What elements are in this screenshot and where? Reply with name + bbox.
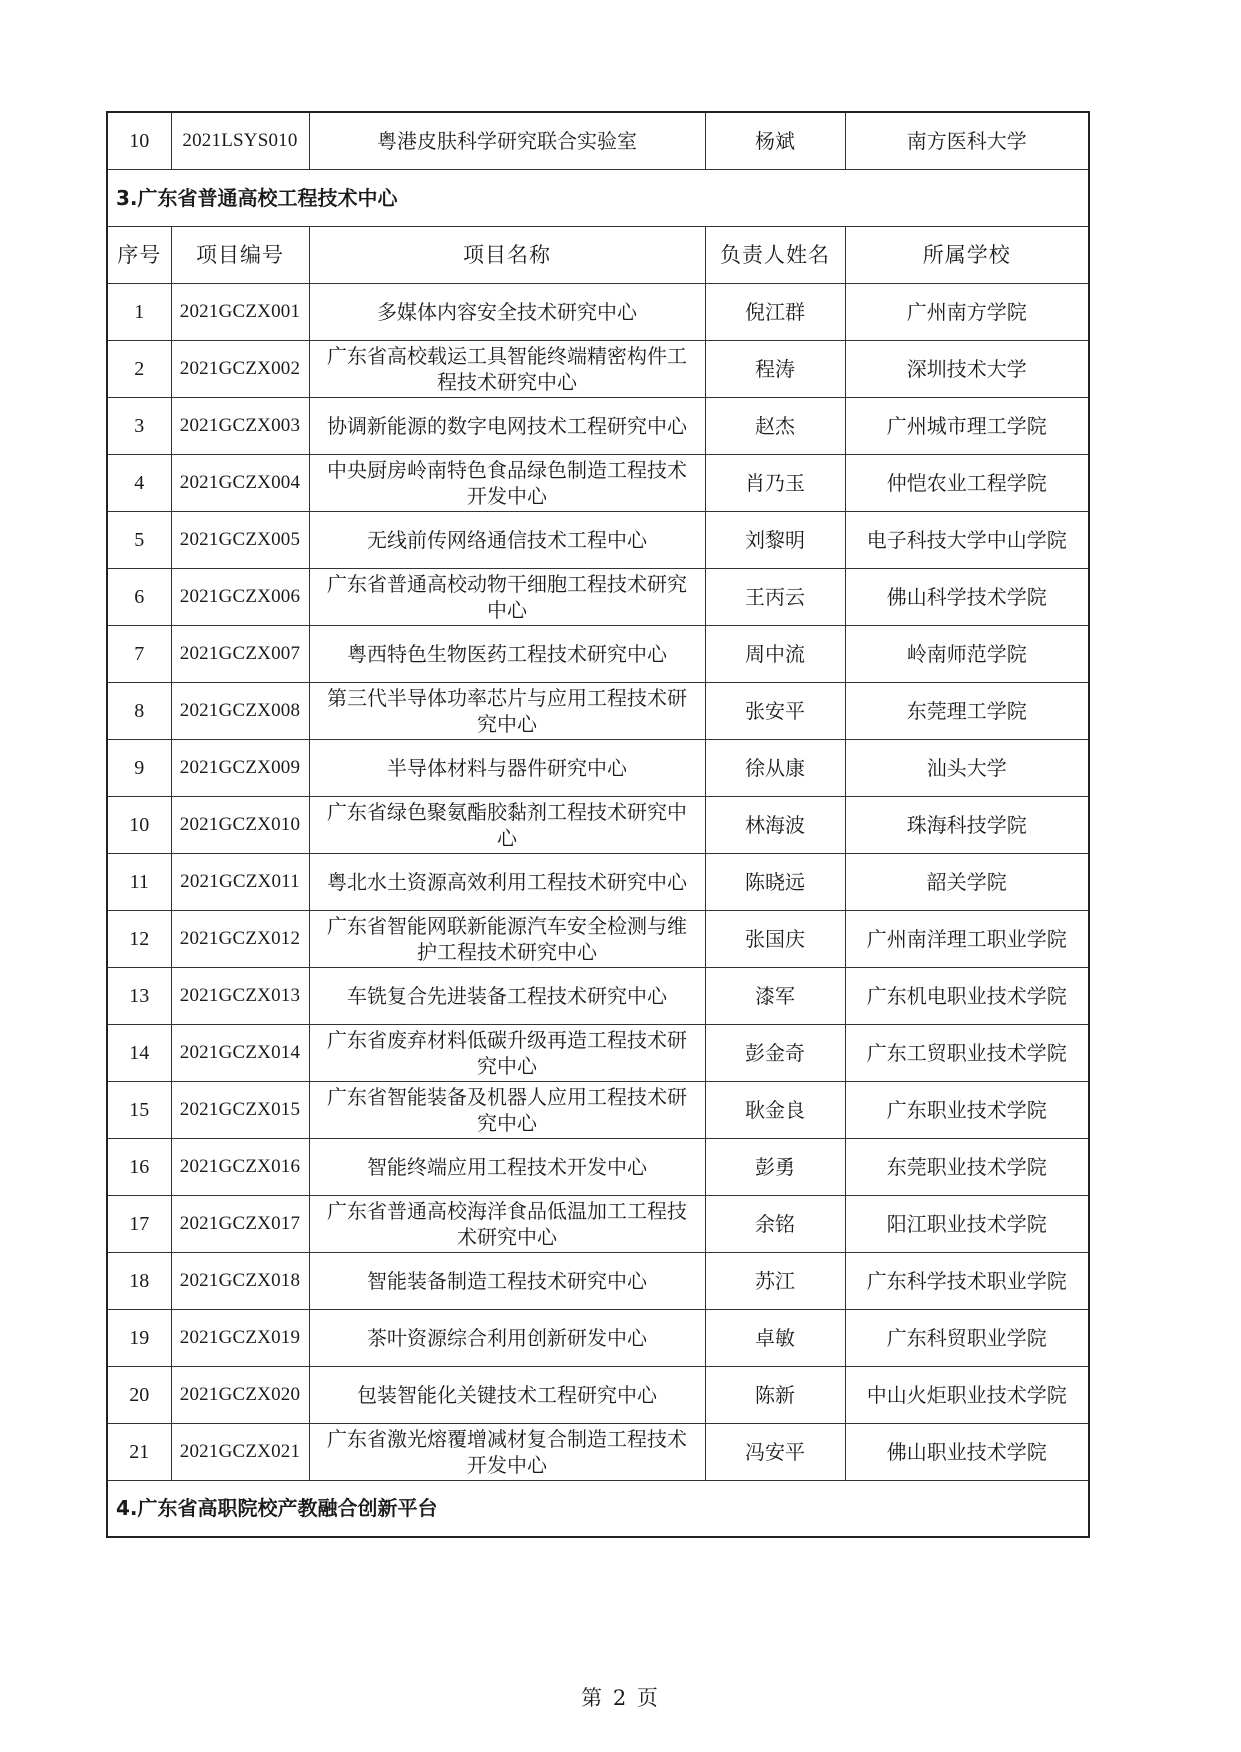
table-row xyxy=(107,910,1089,967)
header-name: 项目名称 xyxy=(309,226,705,283)
name-cell: 广东省智能装备及机器人应用工程技术研究中心 xyxy=(309,1081,705,1138)
seq-cell: 17 xyxy=(107,1195,171,1252)
seq-cell: 3 xyxy=(107,397,171,454)
table-row xyxy=(107,112,1089,169)
name-cell: 协调新能源的数字电网技术工程研究中心 xyxy=(309,397,705,454)
seq-cell: 20 xyxy=(107,1366,171,1423)
code-cell: 2021GCZX005 xyxy=(171,511,309,568)
name-cell: 半导体材料与器件研究中心 xyxy=(309,739,705,796)
school-cell: 东莞职业技术学院 xyxy=(845,1138,1089,1195)
code-cell: 2021GCZX011 xyxy=(171,853,309,910)
seq-cell: 8 xyxy=(107,682,171,739)
school-cell: 佛山职业技术学院 xyxy=(845,1423,1089,1480)
school-cell: 东莞理工学院 xyxy=(845,682,1089,739)
name-cell: 车铣复合先进装备工程技术研究中心 xyxy=(309,967,705,1024)
name-cell: 广东省废弃材料低碳升级再造工程技术研究中心 xyxy=(309,1024,705,1081)
leader-cell: 林海波 xyxy=(705,796,845,853)
code-cell: 2021GCZX021 xyxy=(171,1423,309,1480)
leader-cell: 倪江群 xyxy=(705,283,845,340)
table-row xyxy=(107,1366,1089,1423)
leader-cell: 肖乃玉 xyxy=(705,454,845,511)
table-row xyxy=(107,511,1089,568)
leader-cell: 陈新 xyxy=(705,1366,845,1423)
section-title-3: 3.广东省普通高校工程技术中心 xyxy=(107,169,1089,226)
header-seq: 序号 xyxy=(107,226,171,283)
code-cell: 2021GCZX002 xyxy=(171,340,309,397)
school-cell: 广东职业技术学院 xyxy=(845,1081,1089,1138)
leader-cell: 杨斌 xyxy=(705,112,845,169)
seq-cell: 15 xyxy=(107,1081,171,1138)
leader-cell: 苏江 xyxy=(705,1252,845,1309)
name-cell: 智能终端应用工程技术开发中心 xyxy=(309,1138,705,1195)
seq-cell: 7 xyxy=(107,625,171,682)
seq-cell: 13 xyxy=(107,967,171,1024)
seq-cell: 21 xyxy=(107,1423,171,1480)
code-cell: 2021GCZX004 xyxy=(171,454,309,511)
code-cell: 2021GCZX009 xyxy=(171,739,309,796)
name-cell: 广东省普通高校海洋食品低温加工工程技术研究中心 xyxy=(309,1195,705,1252)
school-cell: 阳江职业技术学院 xyxy=(845,1195,1089,1252)
seq-cell: 11 xyxy=(107,853,171,910)
school-cell: 佛山科学技术学院 xyxy=(845,568,1089,625)
name-cell: 茶叶资源综合利用创新研发中心 xyxy=(309,1309,705,1366)
school-cell: 广东科学技术职业学院 xyxy=(845,1252,1089,1309)
leader-cell: 冯安平 xyxy=(705,1423,845,1480)
name-cell: 第三代半导体功率芯片与应用工程技术研究中心 xyxy=(309,682,705,739)
code-cell: 2021GCZX014 xyxy=(171,1024,309,1081)
leader-cell: 耿金良 xyxy=(705,1081,845,1138)
school-cell: 广东机电职业技术学院 xyxy=(845,967,1089,1024)
school-cell: 珠海科技学院 xyxy=(845,796,1089,853)
seq-cell: 2 xyxy=(107,340,171,397)
code-cell: 2021GCZX019 xyxy=(171,1309,309,1366)
seq-cell: 14 xyxy=(107,1024,171,1081)
table-row xyxy=(107,340,1089,397)
school-cell: 广州城市理工学院 xyxy=(845,397,1089,454)
seq-cell: 16 xyxy=(107,1138,171,1195)
leader-cell: 彭金奇 xyxy=(705,1024,845,1081)
code-cell: 2021GCZX012 xyxy=(171,910,309,967)
seq-cell: 19 xyxy=(107,1309,171,1366)
leader-cell: 赵杰 xyxy=(705,397,845,454)
school-cell: 广州南洋理工职业学院 xyxy=(845,910,1089,967)
name-cell: 广东省智能网联新能源汽车安全检测与维护工程技术研究中心 xyxy=(309,910,705,967)
leader-cell: 王丙云 xyxy=(705,568,845,625)
school-cell: 韶关学院 xyxy=(845,853,1089,910)
section-row xyxy=(107,1480,1089,1537)
seq-cell: 5 xyxy=(107,511,171,568)
seq-cell: 12 xyxy=(107,910,171,967)
name-cell: 广东省绿色聚氨酯胶黏剂工程技术研究中心 xyxy=(309,796,705,853)
school-cell: 电子科技大学中山学院 xyxy=(845,511,1089,568)
leader-cell: 彭勇 xyxy=(705,1138,845,1195)
header-code: 项目编号 xyxy=(171,226,309,283)
school-cell: 中山火炬职业技术学院 xyxy=(845,1366,1089,1423)
name-cell: 中央厨房岭南特色食品绿色制造工程技术开发中心 xyxy=(309,454,705,511)
table-row xyxy=(107,796,1089,853)
code-cell: 2021GCZX006 xyxy=(171,568,309,625)
table-row xyxy=(107,625,1089,682)
school-cell: 南方医科大学 xyxy=(845,112,1089,169)
section-row xyxy=(107,169,1089,226)
table-row xyxy=(107,454,1089,511)
header-row xyxy=(107,226,1089,283)
code-cell: 2021GCZX007 xyxy=(171,625,309,682)
leader-cell: 徐从康 xyxy=(705,739,845,796)
school-cell: 广东科贸职业学院 xyxy=(845,1309,1089,1366)
table-row xyxy=(107,1138,1089,1195)
name-cell: 多媒体内容安全技术研究中心 xyxy=(309,283,705,340)
name-cell: 粤西特色生物医药工程技术研究中心 xyxy=(309,625,705,682)
school-cell: 广州南方学院 xyxy=(845,283,1089,340)
code-cell: 2021GCZX018 xyxy=(171,1252,309,1309)
code-cell: 2021GCZX003 xyxy=(171,397,309,454)
leader-cell: 程涛 xyxy=(705,340,845,397)
leader-cell: 漆军 xyxy=(705,967,845,1024)
leader-cell: 张国庆 xyxy=(705,910,845,967)
seq-cell: 10 xyxy=(107,796,171,853)
table-row xyxy=(107,1195,1089,1252)
table-row xyxy=(107,397,1089,454)
table-row xyxy=(107,568,1089,625)
school-cell: 仲恺农业工程学院 xyxy=(845,454,1089,511)
table-row xyxy=(107,1309,1089,1366)
table-row xyxy=(107,682,1089,739)
header-school: 所属学校 xyxy=(845,226,1089,283)
table-row xyxy=(107,1081,1089,1138)
name-cell: 广东省高校载运工具智能终端精密构件工程技术研究中心 xyxy=(309,340,705,397)
code-cell: 2021GCZX001 xyxy=(171,283,309,340)
code-cell: 2021GCZX010 xyxy=(171,796,309,853)
name-cell: 广东省激光熔覆增减材复合制造工程技术开发中心 xyxy=(309,1423,705,1480)
name-cell: 粤港皮肤科学研究联合实验室 xyxy=(309,112,705,169)
seq-cell: 1 xyxy=(107,283,171,340)
seq-cell: 4 xyxy=(107,454,171,511)
name-cell: 广东省普通高校动物干细胞工程技术研究中心 xyxy=(309,568,705,625)
leader-cell: 余铭 xyxy=(705,1195,845,1252)
code-cell: 2021GCZX016 xyxy=(171,1138,309,1195)
leader-cell: 陈晓远 xyxy=(705,853,845,910)
table-row xyxy=(107,967,1089,1024)
code-cell: 2021GCZX020 xyxy=(171,1366,309,1423)
table-row xyxy=(107,283,1089,340)
seq-cell: 10 xyxy=(107,112,171,169)
table-row xyxy=(107,1024,1089,1081)
code-cell: 2021LSYS010 xyxy=(171,112,309,169)
project-table xyxy=(106,111,1090,1538)
table-row xyxy=(107,1423,1089,1480)
page-number: 第 2 页 xyxy=(581,1686,660,1710)
code-cell: 2021GCZX013 xyxy=(171,967,309,1024)
table-body xyxy=(107,112,1089,1537)
code-cell: 2021GCZX017 xyxy=(171,1195,309,1252)
school-cell: 广东工贸职业技术学院 xyxy=(845,1024,1089,1081)
name-cell: 包装智能化关键技术工程研究中心 xyxy=(309,1366,705,1423)
table-row xyxy=(107,1252,1089,1309)
school-cell: 岭南师范学院 xyxy=(845,625,1089,682)
code-cell: 2021GCZX008 xyxy=(171,682,309,739)
section-title-4: 4.广东省高职院校产教融合创新平台 xyxy=(107,1480,1089,1537)
name-cell: 粤北水土资源高效利用工程技术研究中心 xyxy=(309,853,705,910)
header-leader: 负责人姓名 xyxy=(705,226,845,283)
school-cell: 汕头大学 xyxy=(845,739,1089,796)
table-row xyxy=(107,739,1089,796)
name-cell: 智能装备制造工程技术研究中心 xyxy=(309,1252,705,1309)
code-cell: 2021GCZX015 xyxy=(171,1081,309,1138)
seq-cell: 18 xyxy=(107,1252,171,1309)
school-cell: 深圳技术大学 xyxy=(845,340,1089,397)
table-row xyxy=(107,853,1089,910)
leader-cell: 周中流 xyxy=(705,625,845,682)
leader-cell: 刘黎明 xyxy=(705,511,845,568)
name-cell: 无线前传网络通信技术工程中心 xyxy=(309,511,705,568)
leader-cell: 张安平 xyxy=(705,682,845,739)
seq-cell: 6 xyxy=(107,568,171,625)
seq-cell: 9 xyxy=(107,739,171,796)
leader-cell: 卓敏 xyxy=(705,1309,845,1366)
